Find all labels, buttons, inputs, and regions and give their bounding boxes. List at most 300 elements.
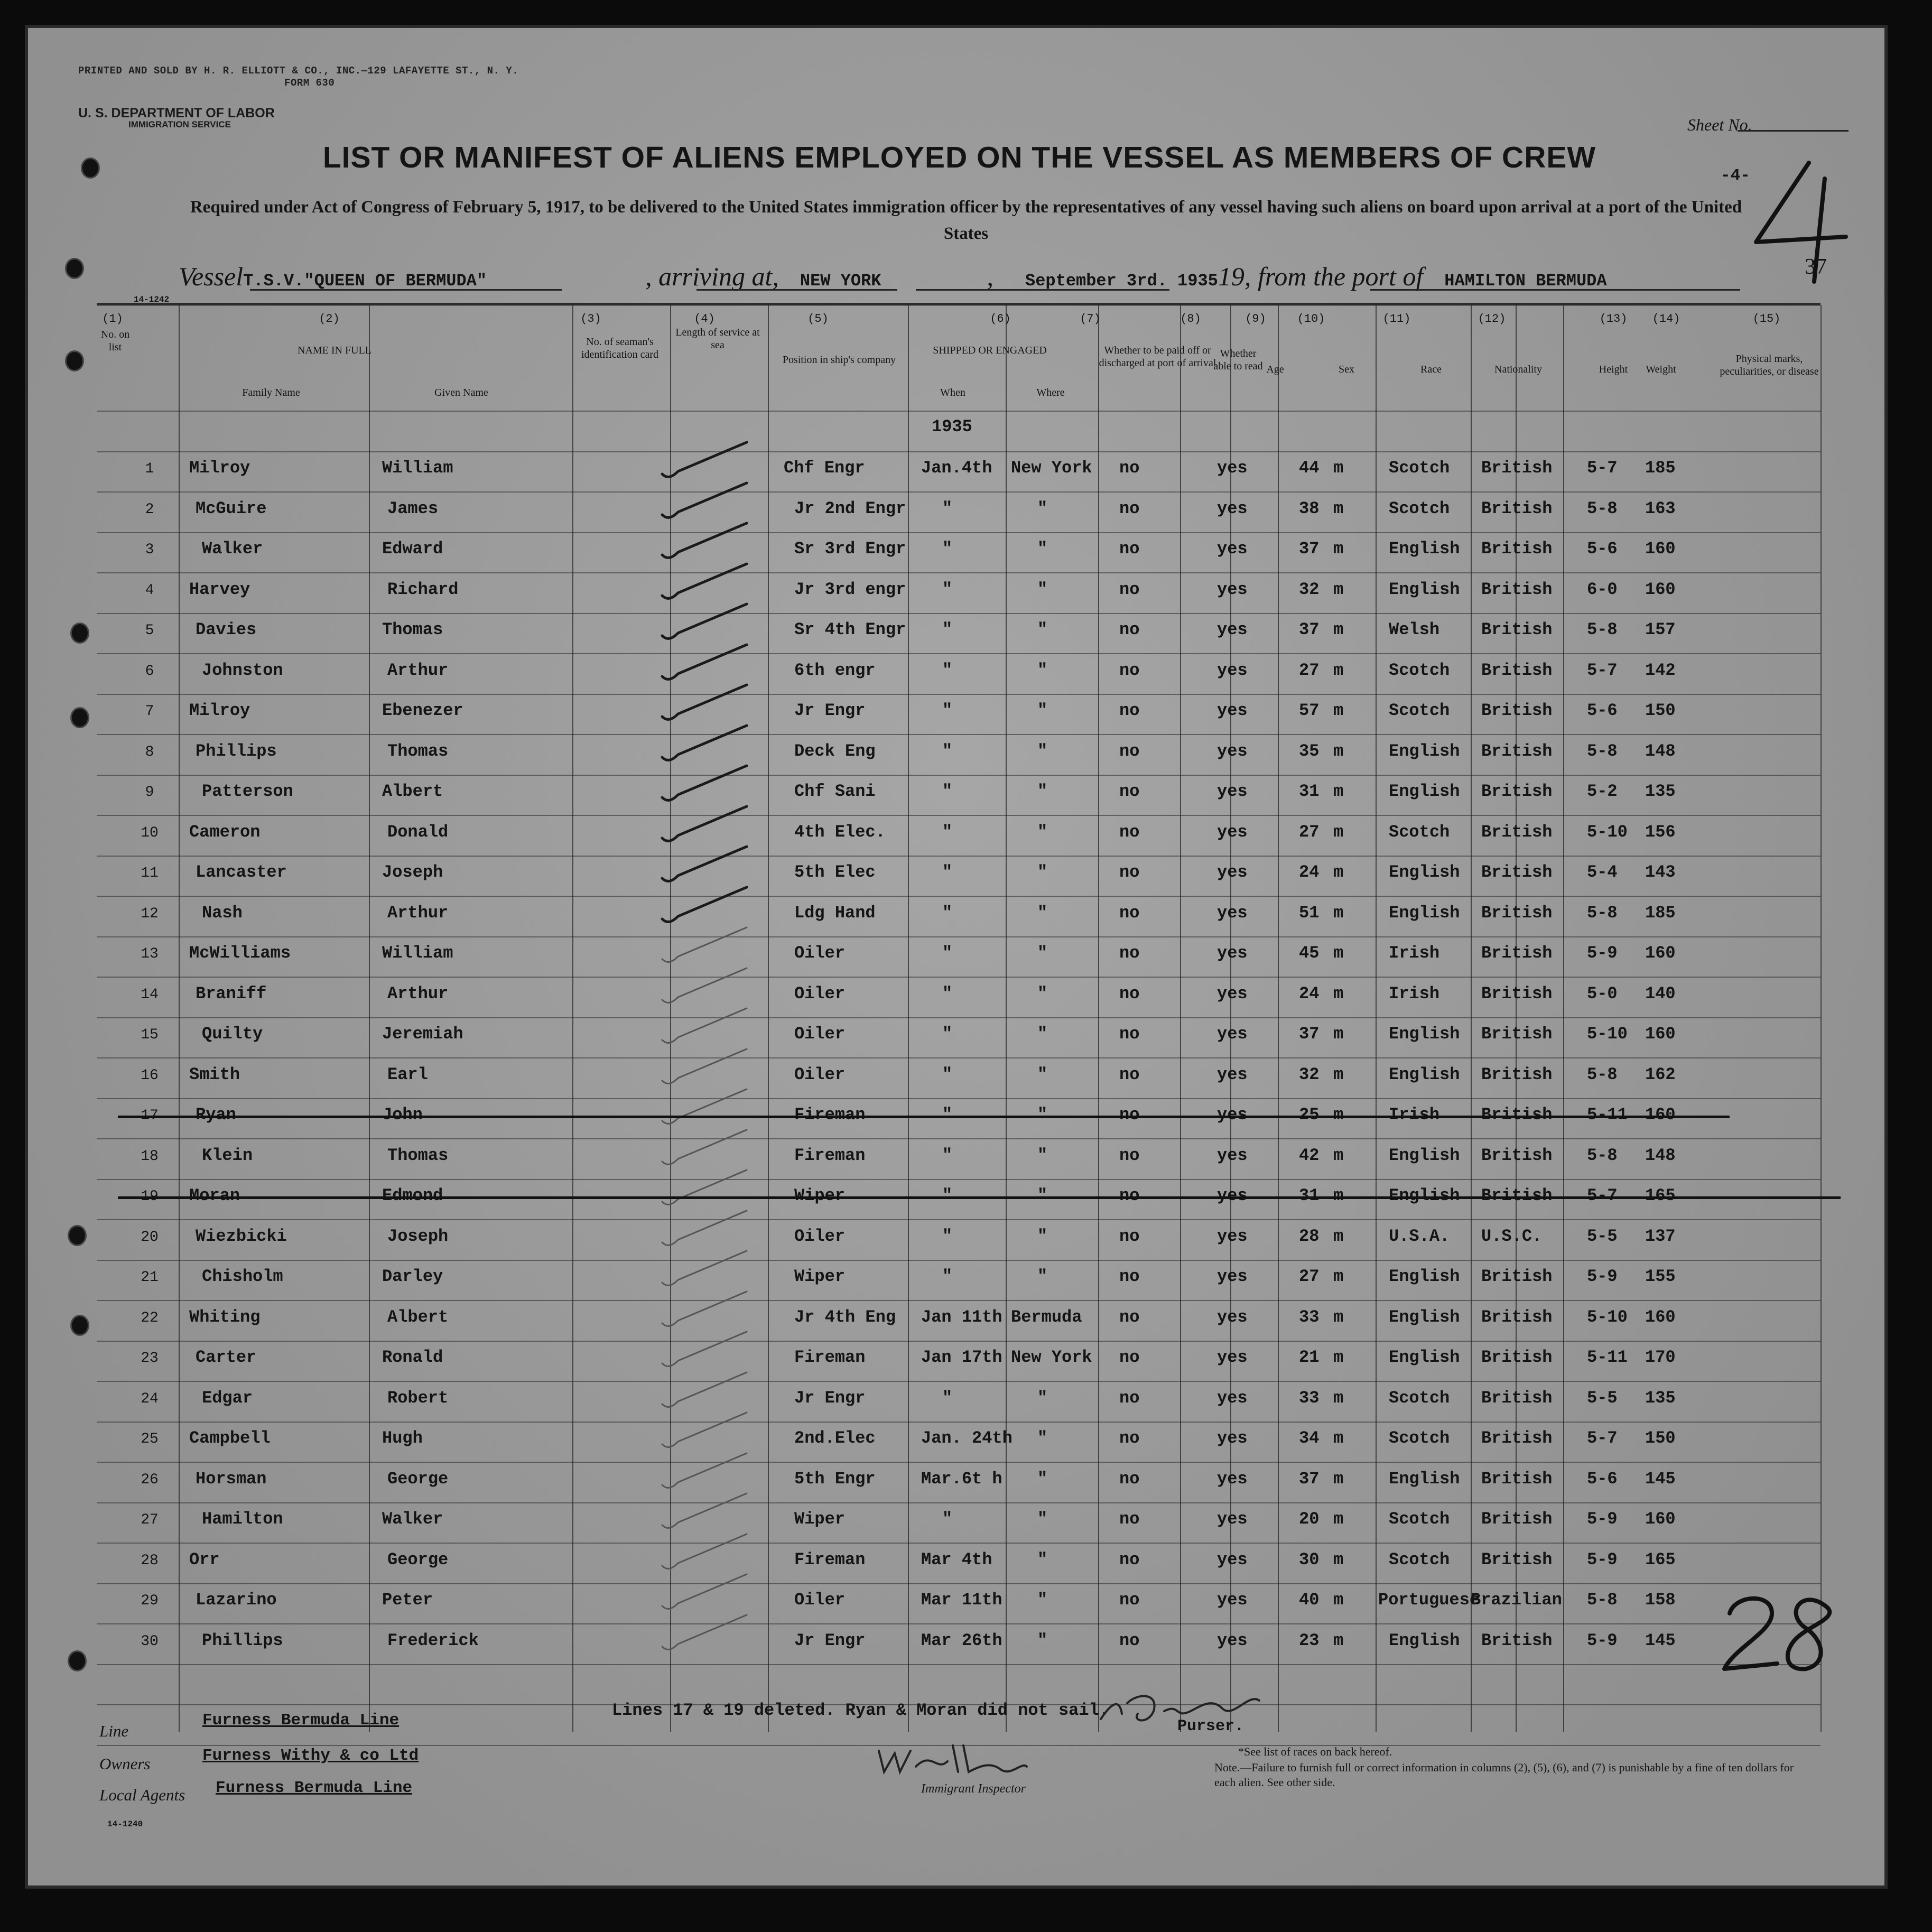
row-weight: 158 (1645, 1590, 1676, 1610)
row-where: " (1037, 539, 1048, 559)
table-rule (97, 1543, 1820, 1544)
punch-hole (70, 1315, 89, 1336)
row-weight: 160 (1645, 539, 1676, 559)
row-sex: m (1333, 620, 1344, 639)
row-given: Arthur (387, 903, 449, 923)
table-rule (97, 1422, 1820, 1423)
row-when: " (942, 620, 953, 639)
row-paid: no (1119, 1307, 1140, 1327)
row-sex: m (1333, 660, 1344, 680)
races-note: *See list of races on back hereof. (1238, 1745, 1392, 1758)
row-paid: no (1119, 903, 1140, 923)
header-name-in-full: NAME IN FULL (298, 345, 371, 356)
row-weight: 160 (1645, 1307, 1676, 1327)
row-read: yes (1217, 539, 1248, 559)
row-read: yes (1217, 701, 1248, 720)
row-when: " (942, 1024, 953, 1044)
header-position: Position in ship's company (782, 354, 896, 366)
row-paid: no (1119, 701, 1140, 720)
column-number: (11) (1382, 312, 1411, 326)
row-where: " (1037, 1630, 1048, 1650)
row-weight: 170 (1645, 1348, 1676, 1367)
row-sex: m (1333, 1226, 1344, 1246)
row-weight: 162 (1645, 1064, 1676, 1084)
row-race: English (1389, 1630, 1460, 1650)
table-rule (97, 1664, 1820, 1665)
row-when: Jan 17th (921, 1348, 1002, 1367)
row-sex: m (1333, 579, 1344, 599)
row-age: 37 (1299, 1024, 1320, 1044)
row-nat: British (1481, 1509, 1553, 1529)
row-height: 5-5 (1587, 1226, 1618, 1246)
table-rule (97, 411, 1820, 412)
row-age: 23 (1299, 1630, 1320, 1650)
row-family: Lancaster (196, 862, 287, 882)
column-number: (10) (1297, 312, 1325, 326)
row-weight: 137 (1645, 1226, 1676, 1246)
row-number: 28 (141, 1552, 159, 1569)
row-height: 5-9 (1587, 1267, 1618, 1286)
header-family-name: Family Name (242, 387, 300, 398)
row-weight: 156 (1645, 822, 1676, 842)
row-nat: British (1481, 1145, 1553, 1165)
row-given: Frederick (387, 1630, 479, 1650)
row-race: English (1389, 1469, 1460, 1489)
row-where: " (1037, 701, 1048, 720)
row-position: Oiler (794, 1590, 846, 1610)
row-given: Donald (387, 822, 449, 842)
row-read: yes (1217, 1388, 1248, 1408)
table-rule (97, 1138, 1820, 1139)
row-weight: 140 (1645, 983, 1676, 1004)
row-number: 19 (141, 1188, 159, 1205)
row-where: " (1037, 1590, 1048, 1610)
table-rule (97, 451, 1820, 452)
row-family: Wiezbicki (196, 1226, 287, 1246)
row-read: yes (1217, 1307, 1248, 1327)
row-number: 12 (141, 905, 159, 922)
header-able-to-read: Whether able to read (1213, 348, 1263, 372)
row-number: 9 (145, 784, 154, 801)
row-read: yes (1217, 1145, 1248, 1165)
local-agents-label: Local Agents (99, 1786, 185, 1804)
row-paid: no (1119, 1226, 1140, 1246)
column-rule (1376, 305, 1377, 1732)
row-sex: m (1333, 701, 1344, 720)
row-given: Arthur (387, 983, 449, 1004)
row-race: English (1389, 1307, 1460, 1327)
row-height: 5-11 (1587, 1105, 1628, 1125)
row-where: New York (1011, 458, 1092, 478)
row-family: Phillips (196, 741, 277, 761)
row-number: 15 (141, 1027, 159, 1043)
header-paid-off: Whether to be paid off or discharged at port of arrival (1099, 345, 1216, 369)
row-when: " (942, 701, 953, 720)
row-paid: no (1119, 1145, 1140, 1165)
row-nat: British (1481, 983, 1553, 1004)
row-height: 6-0 (1587, 579, 1618, 599)
row-paid: no (1119, 1388, 1140, 1408)
column-number: (6) (990, 312, 1011, 326)
row-number: 27 (141, 1512, 159, 1528)
row-weight: 185 (1645, 458, 1676, 478)
column-number: (15) (1752, 312, 1781, 326)
header-length-of-service: Length of service at sea (675, 327, 760, 351)
row-where: New York (1011, 1348, 1092, 1367)
punch-hole (81, 157, 100, 179)
row-sex: m (1333, 1105, 1344, 1125)
table-rule (97, 1341, 1820, 1342)
punch-hole (68, 1650, 87, 1671)
header-age: Age (1266, 364, 1284, 375)
row-sex: m (1333, 458, 1344, 478)
row-when: Jan. 24th (921, 1428, 1013, 1448)
punch-hole (65, 258, 84, 279)
row-age: 37 (1299, 539, 1320, 559)
row-when: Mar 4th (921, 1549, 992, 1569)
row-position: 6th engr (794, 660, 876, 680)
row-race: Scotch (1389, 1388, 1450, 1408)
row-number: 5 (145, 623, 154, 639)
table-rule (97, 1017, 1820, 1018)
row-weight: 157 (1645, 620, 1676, 639)
row-number: 11 (141, 865, 159, 881)
row-sex: m (1333, 1630, 1344, 1650)
header-nationality: Nationality (1494, 364, 1542, 375)
row-where: " (1037, 1226, 1048, 1246)
table-rule (97, 1623, 1820, 1624)
punch-hole (70, 623, 89, 644)
row-number: 3 (145, 542, 154, 558)
column-number: (8) (1180, 312, 1201, 326)
table-rule (97, 1179, 1820, 1180)
row-age: 24 (1299, 983, 1320, 1004)
row-family: Johnston (202, 660, 283, 680)
row-given: Ebenezer (382, 701, 463, 720)
row-race: Scotch (1389, 498, 1450, 518)
table-rule (97, 1502, 1820, 1503)
row-number: 30 (141, 1633, 159, 1650)
row-given: Thomas (387, 741, 449, 761)
row-nat: British (1481, 1469, 1553, 1489)
row-family: Moran (189, 1186, 240, 1205)
manifest-sheet (25, 25, 1888, 1889)
row-read: yes (1217, 1267, 1248, 1286)
column-rule (369, 305, 370, 1732)
row-sex: m (1333, 903, 1344, 923)
row-where: " (1037, 620, 1048, 639)
row-given: Jeremiah (382, 1024, 463, 1044)
row-weight: 160 (1645, 943, 1676, 963)
arrival-date-suffix: 19 (1218, 262, 1244, 291)
handwritten-37: 37 (1805, 255, 1827, 279)
row-when: " (942, 1509, 953, 1529)
row-number: 25 (141, 1431, 159, 1447)
row-position: Wiper (794, 1267, 846, 1286)
table-rule (97, 775, 1820, 776)
from-port: HAMILTON BERMUDA (1444, 271, 1607, 291)
table-rule (97, 1583, 1820, 1584)
row-number: 16 (141, 1067, 159, 1084)
row-weight: 150 (1645, 701, 1676, 720)
column-rule (1278, 305, 1279, 1732)
row-family: Chisholm (202, 1267, 283, 1286)
row-when: Mar 11th (921, 1590, 1002, 1610)
row-when: " (942, 1388, 953, 1408)
form-code-bottom: 14-1240 (107, 1819, 143, 1829)
row-age: 38 (1299, 498, 1320, 518)
row-paid: no (1119, 1509, 1140, 1529)
row-race: English (1389, 1064, 1460, 1084)
table-rule (97, 896, 1820, 897)
row-given: James (387, 498, 439, 518)
manifest-title: LIST OR MANIFEST OF ALIENS EMPLOYED ON THE VESSEL AS MEMBERS OF CREW (322, 141, 1596, 174)
year-note: 1935 (932, 417, 972, 436)
row-sex: m (1333, 741, 1344, 761)
row-when: " (942, 498, 953, 518)
row-race: English (1389, 579, 1460, 599)
deleted-row-strike (118, 1116, 1730, 1118)
vessel-name: T.S.V."QUEEN OF BERMUDA" (243, 271, 487, 291)
row-height: 5-7 (1587, 660, 1618, 680)
row-nat: British (1481, 1024, 1553, 1044)
row-position: Jr Engr (794, 701, 866, 720)
column-rule (1820, 305, 1822, 1732)
row-nat: British (1481, 660, 1553, 680)
row-where: Bermuda (1011, 1307, 1082, 1327)
row-family: Hamilton (202, 1509, 283, 1529)
row-number: 17 (141, 1108, 159, 1124)
row-nat: British (1481, 862, 1553, 882)
arriving-label: , arriving at, (645, 262, 779, 291)
row-given: Albert (382, 782, 443, 801)
row-given: Hugh (382, 1428, 423, 1448)
from-label: , from the port of (1244, 262, 1424, 291)
row-weight: 165 (1645, 1549, 1676, 1569)
printer-line-2: FORM 630 (284, 77, 335, 89)
from-port-underline (1370, 289, 1740, 291)
row-paid: no (1119, 943, 1140, 963)
row-number: 21 (141, 1269, 159, 1286)
row-paid: no (1119, 1348, 1140, 1367)
row-weight: 163 (1645, 498, 1676, 518)
row-race: Scotch (1389, 701, 1450, 720)
punch-hole (70, 707, 89, 728)
row-age: 37 (1299, 1469, 1320, 1489)
row-position: Wiper (794, 1509, 846, 1529)
row-position: Sr 3rd Engr (794, 539, 906, 559)
row-when: Mar.6t h (921, 1469, 1002, 1489)
column-rule (1563, 305, 1564, 1732)
row-race: Scotch (1389, 822, 1450, 842)
row-age: 27 (1299, 1267, 1320, 1286)
row-sex: m (1333, 1428, 1344, 1448)
row-nat: U.S.C. (1481, 1226, 1543, 1246)
row-race: English (1389, 862, 1460, 882)
row-number: 13 (141, 946, 159, 962)
row-height: 5-8 (1587, 1145, 1618, 1165)
column-rule (1006, 305, 1007, 1732)
header-no-on-list: No. on list (100, 329, 130, 353)
row-nat: British (1481, 498, 1553, 518)
table-rule (97, 936, 1820, 937)
column-number: (7) (1080, 312, 1101, 326)
column-number: (5) (807, 312, 829, 326)
local-agents-value: Furness Bermuda Line (216, 1779, 413, 1797)
row-when: Jan.4th (921, 458, 992, 478)
row-position: Chf Engr (784, 458, 865, 478)
punch-hole (68, 1225, 87, 1246)
header-race: Race (1420, 364, 1442, 375)
row-number: 14 (141, 986, 159, 1003)
row-age: 27 (1299, 660, 1320, 680)
row-age: 28 (1299, 1226, 1320, 1246)
row-nat: British (1481, 903, 1553, 923)
row-race: Irish (1389, 983, 1440, 1004)
row-race: Scotch (1389, 1428, 1450, 1448)
column-rule (768, 305, 769, 1732)
column-number: (2) (319, 312, 340, 326)
row-age: 37 (1299, 620, 1320, 639)
vessel-name-underline (250, 289, 562, 291)
row-height: 5-8 (1587, 1590, 1618, 1610)
row-given: John (382, 1105, 423, 1125)
row-weight: 145 (1645, 1469, 1676, 1489)
table-rule (97, 1098, 1820, 1099)
row-race: English (1389, 1186, 1460, 1205)
row-race: English (1389, 903, 1460, 923)
row-age: 32 (1299, 1064, 1320, 1084)
row-age: 34 (1299, 1428, 1320, 1448)
row-where: " (1037, 498, 1048, 518)
handwritten-total (1714, 1590, 1851, 1677)
row-race: Portuguese (1378, 1590, 1480, 1610)
row-nat: British (1481, 579, 1553, 599)
row-race: Scotch (1389, 1549, 1450, 1569)
row-age: 42 (1299, 1145, 1320, 1165)
row-height: 5-6 (1587, 701, 1618, 720)
department-heading: U. S. DEPARTMENT OF LABOR (78, 106, 275, 120)
row-when: " (942, 903, 953, 923)
row-height: 5-8 (1587, 1064, 1618, 1084)
row-height: 5-8 (1587, 620, 1618, 639)
row-weight: 148 (1645, 741, 1676, 761)
service-heading: IMMIGRATION SERVICE (128, 119, 231, 129)
table-rule (97, 694, 1820, 695)
row-number: 24 (141, 1390, 159, 1407)
row-height: 5-8 (1587, 498, 1618, 518)
owners-label: Owners (99, 1754, 151, 1773)
row-when: " (942, 1226, 953, 1246)
row-paid: no (1119, 983, 1140, 1004)
row-where: " (1037, 741, 1048, 761)
row-position: Jr Engr (794, 1630, 866, 1650)
row-read: yes (1217, 943, 1248, 963)
row-height: 5-8 (1587, 741, 1618, 761)
row-number: 10 (141, 824, 159, 841)
row-where: " (1037, 983, 1048, 1004)
printer-imprint (78, 65, 518, 89)
row-number: 29 (141, 1593, 159, 1609)
row-where: " (1037, 1064, 1048, 1084)
row-paid: no (1119, 498, 1140, 518)
row-when: " (942, 741, 953, 761)
column-number: (14) (1652, 312, 1680, 326)
row-height: 5-6 (1587, 539, 1618, 559)
row-read: yes (1217, 1428, 1248, 1448)
row-sex: m (1333, 983, 1344, 1004)
row-position: Fireman (794, 1348, 866, 1367)
row-height: 5-0 (1587, 983, 1618, 1004)
row-read: yes (1217, 579, 1248, 599)
header-where: Where (1036, 387, 1065, 398)
row-when: " (942, 579, 953, 599)
row-given: Joseph (387, 1226, 449, 1246)
header-height: Height (1599, 364, 1628, 375)
row-sex: m (1333, 862, 1344, 882)
row-number: 8 (145, 744, 154, 760)
row-nat: British (1481, 539, 1553, 559)
row-where: " (1037, 822, 1048, 842)
table-rule (97, 734, 1820, 735)
row-age: 31 (1299, 1186, 1320, 1205)
table-rule (97, 1057, 1820, 1058)
row-where: " (1037, 1469, 1048, 1489)
row-paid: no (1119, 1024, 1140, 1044)
row-read: yes (1217, 1186, 1248, 1205)
row-race: English (1389, 1145, 1460, 1165)
row-height: 5-7 (1587, 1186, 1618, 1205)
row-age: 44 (1299, 458, 1320, 478)
row-nat: British (1481, 620, 1553, 639)
row-family: Horsman (196, 1469, 267, 1489)
row-nat: British (1481, 1064, 1553, 1084)
row-age: 21 (1299, 1348, 1320, 1367)
row-where: " (1037, 903, 1048, 923)
row-when: " (942, 539, 953, 559)
row-sex: m (1333, 1024, 1344, 1044)
inspector-signature (868, 1735, 1037, 1782)
row-read: yes (1217, 1549, 1248, 1569)
row-when: " (942, 1267, 953, 1286)
table-rule (97, 1219, 1820, 1220)
row-family: Nash (202, 903, 243, 923)
row-paid: no (1119, 822, 1140, 842)
row-paid: no (1119, 741, 1140, 761)
row-given: Thomas (387, 1145, 449, 1165)
row-read: yes (1217, 1590, 1248, 1610)
row-number: 4 (145, 582, 154, 599)
row-paid: no (1119, 1267, 1140, 1286)
row-position: 2nd.Elec (794, 1428, 876, 1448)
row-when: " (942, 1145, 953, 1165)
row-where: " (1037, 1186, 1048, 1205)
row-sex: m (1333, 1145, 1344, 1165)
row-read: yes (1217, 822, 1248, 842)
row-family: Milroy (189, 701, 250, 720)
row-age: 27 (1299, 822, 1320, 842)
row-given: Ronald (382, 1348, 443, 1367)
row-position: Jr 3rd engr (794, 579, 906, 599)
row-sex: m (1333, 1549, 1344, 1569)
row-where: " (1037, 1549, 1048, 1569)
row-race: English (1389, 1348, 1460, 1367)
row-weight: 145 (1645, 1630, 1676, 1650)
row-read: yes (1217, 741, 1248, 761)
arriving-underline (696, 289, 897, 291)
row-sex: m (1333, 1267, 1344, 1286)
column-rule (1098, 305, 1099, 1732)
